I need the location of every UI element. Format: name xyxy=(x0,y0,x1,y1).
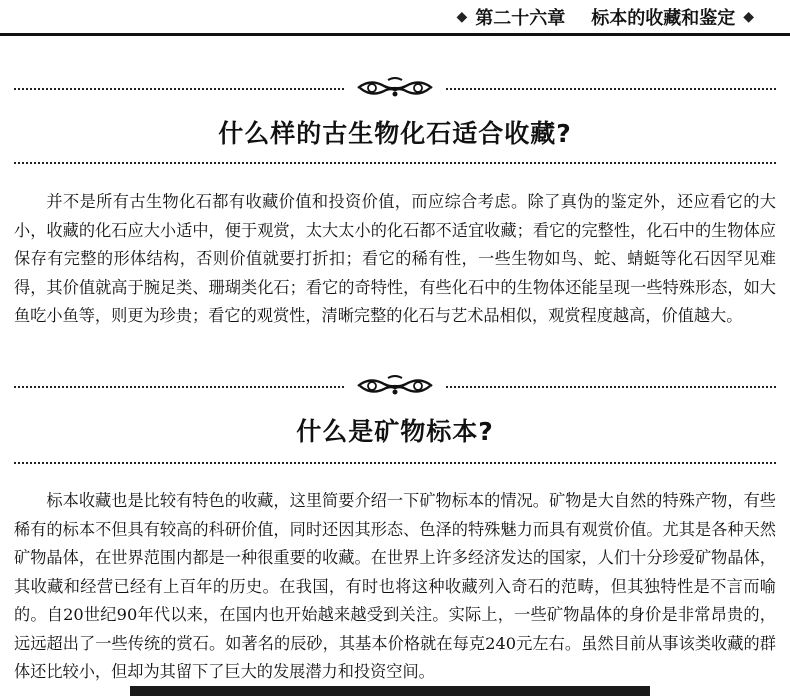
section-title: 什么是矿物标本? xyxy=(296,417,494,446)
section-title: 什么样的古生物化石适合收藏? xyxy=(218,119,572,148)
chapter-title: 标本的收藏和鉴定 xyxy=(591,8,736,29)
section-ornament-divider xyxy=(14,374,776,398)
dotted-rule xyxy=(14,462,776,464)
section-ornament-divider xyxy=(14,76,776,100)
section-paragraph: 并不是所有古生物化石都有收藏价值和投资价值，而应综合考虑。除了真伪的鉴定外，还应看它的大小，收藏的化石应大小适中，便于观赏，太大太小的化石都不适宜收藏；看它的完整性，化石中的生物体应保存有完整的形体结构，否则价值就要打折扣；看它的稀有性，一些生物如鸟、蛇、蜻蜓等化石因罕见难得，其价值就高于腕足类、珊瑚类化石；看它的奇特性，有些化石中的生物体还能呈现一些特殊形态，如大鱼吃小鱼等，则更为珍贵；看它的观赏性，清晰完整的化石与艺术品相似，观赏程度越高，价值越大。 xyxy=(14,192,776,325)
diamond-icon: ◆ xyxy=(743,9,754,25)
header-rule xyxy=(0,33,790,36)
header-text xyxy=(456,4,754,30)
scroll-ornament-icon xyxy=(346,374,444,398)
running-header xyxy=(0,0,790,36)
diamond-icon: ◆ xyxy=(456,9,468,25)
scroll-ornament-icon xyxy=(346,76,444,100)
dotted-rule xyxy=(14,162,776,164)
mineral-photo xyxy=(130,686,650,696)
chapter-number: 第二十六章 xyxy=(475,8,566,29)
section-paragraph: 标本收藏也是比较有特色的收藏，这里简要介绍一下矿物标本的情况。矿物是大自然的特殊产物，有些稀有的标本不但具有较高的科研价值，同时还因其形态、色泽的特殊魅力而具有观赏价值。尤其是各种天然矿物晶体，在世界范围内都是一种很重要的收藏。在世界上许多经济发达的国家，人们十分珍爱矿物晶体，其收藏和经营已经有上百年的历史。在我国，有时也将这种收藏列入奇石的范畴，但其独特性是不言而喻的。自20世纪90年代以来，在国内也开始越来越受到关注。实际上，一些矿物晶体的身价是非常昂贵的，远远超出了一些传统的赏石。如著名的辰砂，其基本价格就在每克240元左右。虽然目前从事该类收藏的群体还比较小，但却为其留下了巨大的发展潜力和投资空间。 xyxy=(14,491,776,681)
